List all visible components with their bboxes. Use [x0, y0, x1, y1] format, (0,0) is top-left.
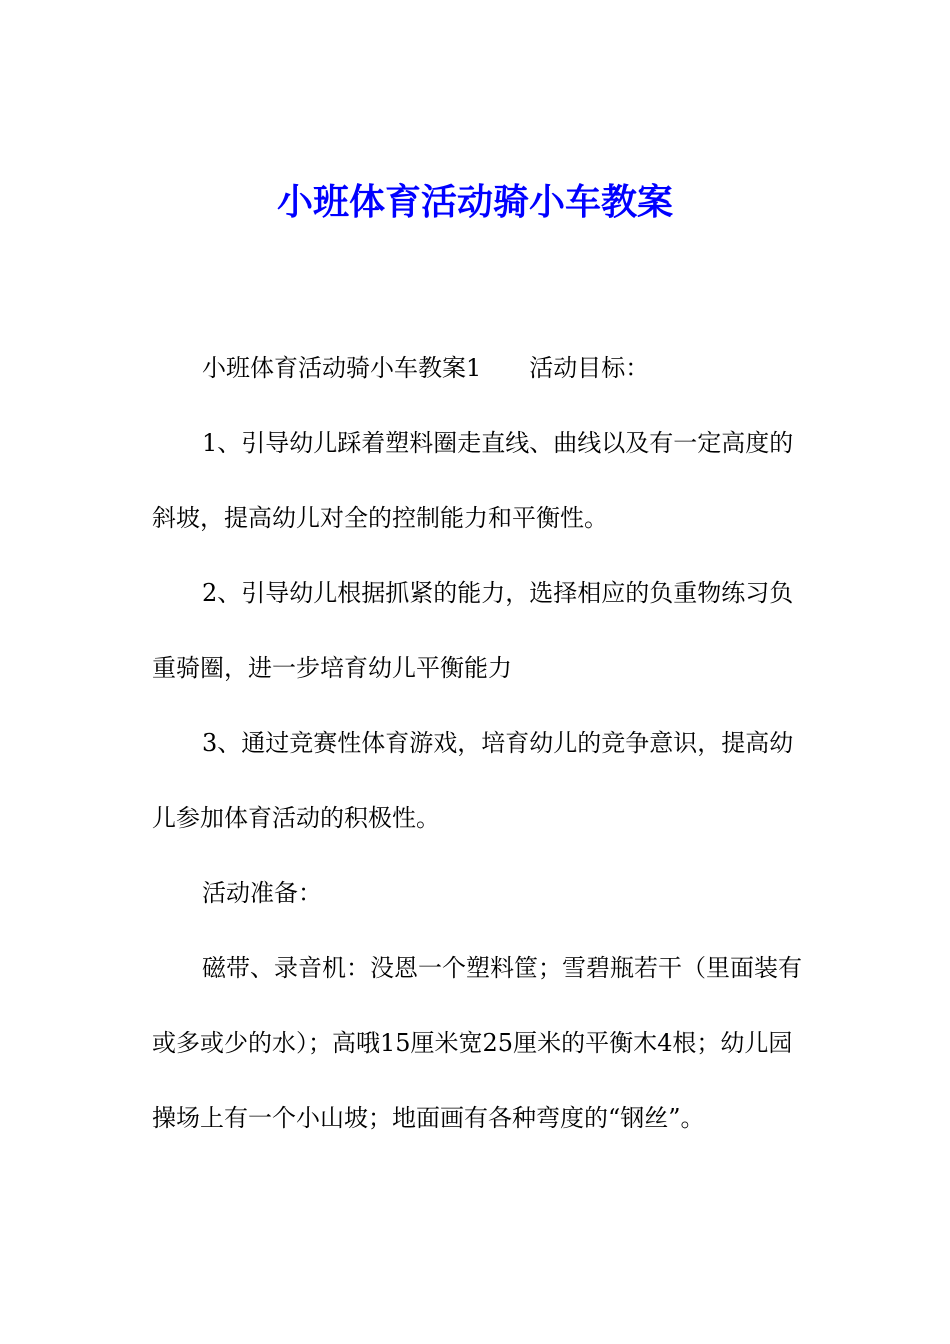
activity-goals-heading: 活动目标： [529, 354, 650, 382]
document-title: 小班体育活动骑小车教案 [276, 182, 673, 223]
document-body [152, 331, 812, 1156]
goal-paragraph-1: 1、引导幼儿踩着塑料圈走直线、曲线以及有一定高度的斜坡，提高幼儿对全的控制能力和平衡性。 [152, 429, 794, 532]
lesson-plan-heading: 小班体育活动骑小车教案1 [202, 354, 482, 382]
preparation-heading: 活动准备： [202, 879, 322, 907]
preparation-paragraph: 磁带、录音机：没恩一个塑料筐；雪碧瓶若干（里面装有或多或少的水）；高哦15厘米宽25厘米的平衡木4根；幼儿园操场上有一个小山坡；地面画有各种弯度的“钢丝”。 [152, 954, 802, 1132]
goal-paragraph-2: 2、引导幼儿根据抓紧的能力，选择相应的负重物练习负重骑圈，进一步培育幼儿平衡能力 [152, 579, 794, 682]
goal-paragraph-3: 3、通过竞赛性体育游戏，培育幼儿的竞争意识，提高幼儿参加体育活动的积极性。 [152, 729, 794, 832]
section-heading-line [152, 331, 812, 406]
